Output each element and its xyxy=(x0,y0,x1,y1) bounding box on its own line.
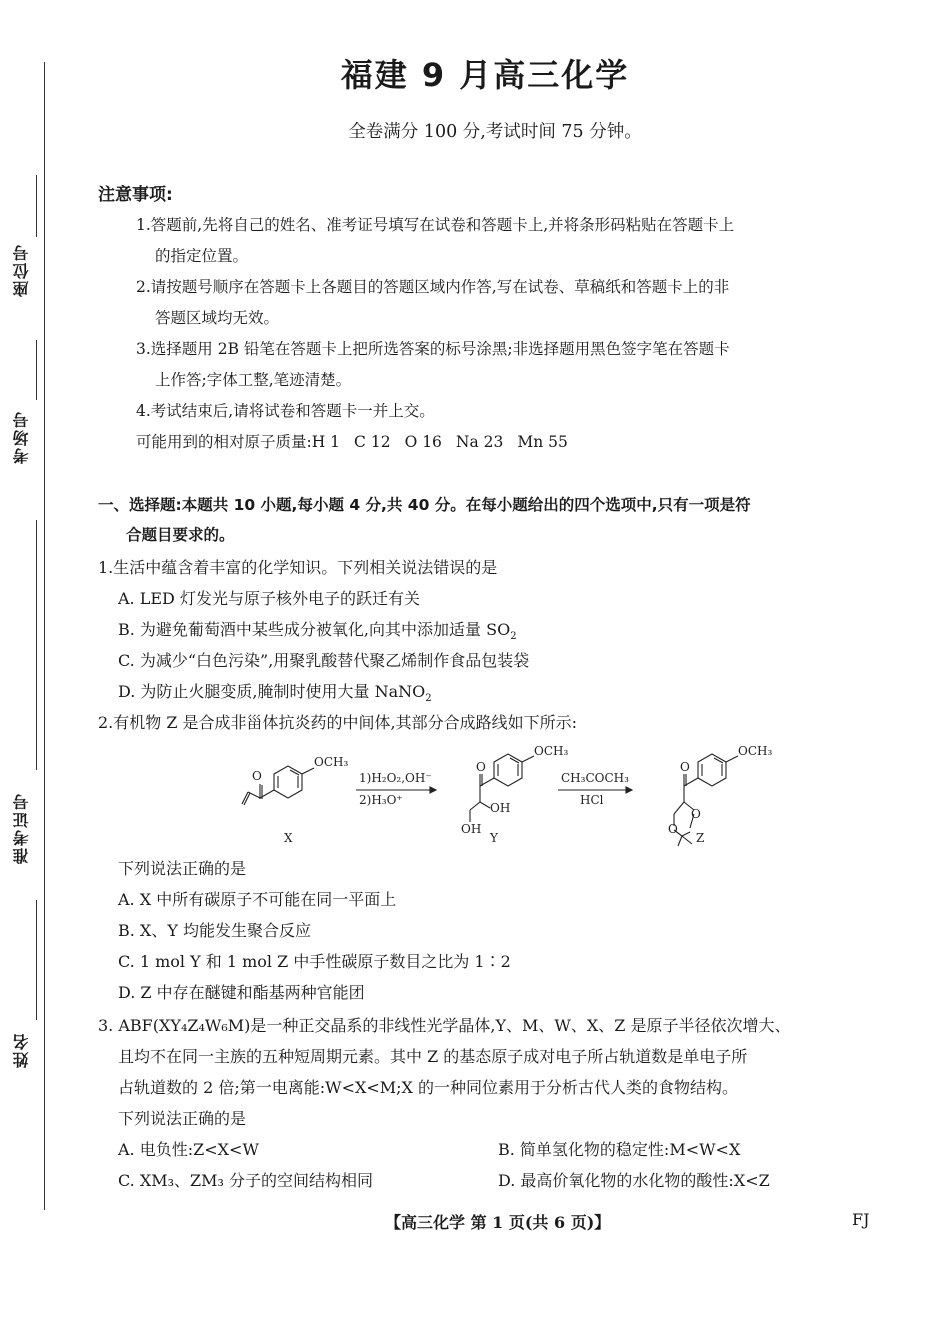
question-2-option-c[interactable]: C. 1 mol Y 和 1 mol Z 中手性碳原子数目之比为 1∶2 xyxy=(118,952,511,971)
seat-number-rule xyxy=(36,175,37,237)
condition-2b: HCl xyxy=(580,793,604,807)
question-1-option-b-text: B. 为避免葡萄酒中某些成分被氧化,向其中添加适量 SO xyxy=(118,620,511,639)
y-oh-text-2: OH xyxy=(461,822,482,836)
exam-room-rule xyxy=(36,340,37,400)
notice-item-2-line2: 答题区域均无效。 xyxy=(155,309,280,327)
binding-line xyxy=(44,62,45,1210)
question-3-option-d[interactable]: D. 最高价氧化物的水化物的酸性:X<Z xyxy=(498,1171,770,1190)
question-3-option-b[interactable]: B. 简单氢化物的稳定性:M<W<X xyxy=(498,1140,741,1159)
y-oxygen-text: O xyxy=(476,760,486,774)
name-field[interactable] xyxy=(8,900,38,1110)
question-2-option-d[interactable]: D. Z 中存在醚键和酯基两种官能团 xyxy=(118,983,365,1002)
y-oh-text-1: OH xyxy=(490,801,511,815)
section-heading-line1: 一、选择题:本题共 10 小题,每小题 4 分,共 40 分。在每小题给出的四个选项中,只有一项是符 xyxy=(98,496,751,514)
atomic-o: O 16 xyxy=(404,433,442,451)
atomic-na: Na 23 xyxy=(455,433,504,451)
question-2-prompt: 下列说法正确的是 xyxy=(118,859,247,878)
section-heading xyxy=(98,490,876,550)
notice-list xyxy=(136,210,874,427)
question-2-options xyxy=(98,853,878,1008)
question-3-line1: 3. ABF(XY₄Z₄W₆M)是一种正交晶系的非线性光学晶体,Y、M、W、X、Z 是原子半径依次增大、 xyxy=(98,1016,791,1035)
exam-room-field[interactable] xyxy=(8,340,38,500)
question-1-option-b-sub: 2 xyxy=(510,631,517,643)
atomic-h: H 1 xyxy=(311,433,341,451)
atomic-mass-label: 可能用到的相对原子质量: xyxy=(136,433,312,451)
notice-item-2-line1: 2.请按题号顺序在答题卡上各题目的答题区域内作答,写在试卷、草稿纸和答题卡上的非 xyxy=(136,278,730,296)
notice-item-2 xyxy=(136,272,874,334)
question-1-option-c[interactable]: C. 为减少“白色污染”,用聚乳酸替代聚乙烯制作食品包装袋 xyxy=(118,651,530,670)
x-och3-bond xyxy=(302,768,314,774)
question-3-line3: 占轨道数的 2 倍;第一电离能:W<X<M;X 的一种同位素用于分析古代人类的食物结构。 xyxy=(118,1078,739,1097)
notice-item-1 xyxy=(136,210,874,272)
question-3-options-row2 xyxy=(98,1165,878,1196)
section-heading-line2: 合题目要求的。 xyxy=(126,526,235,544)
notice-item-4: 4.考试结束后,请将试卷和答题卡一并上交。 xyxy=(136,402,435,420)
footer-code: FJ xyxy=(852,1210,870,1229)
question-3 xyxy=(98,1010,878,1196)
question-2-option-b[interactable]: B. X、Y 均能发生聚合反应 xyxy=(118,921,311,940)
label-x: X xyxy=(284,831,293,845)
question-1-option-d-sub: 2 xyxy=(425,693,432,705)
exam-title: 福建 9 月高三化学 xyxy=(340,56,630,94)
question-3-option-c[interactable]: C. XM₃、ZM₃ 分子的空间结构相同 xyxy=(118,1171,374,1190)
synthesis-scheme xyxy=(228,740,788,850)
seat-number-label: 座位号 xyxy=(12,243,31,297)
name-label: 姓名 xyxy=(12,1032,31,1068)
name-rule xyxy=(36,900,37,1020)
atomic-c: C 12 xyxy=(354,433,391,451)
ticket-number-rule xyxy=(36,520,37,770)
ticket-number-label: 准考证号 xyxy=(12,792,31,864)
question-3-options-row1 xyxy=(98,1134,878,1165)
z-ring-oxygen-2: O xyxy=(668,822,678,836)
seat-number-field[interactable] xyxy=(8,175,38,325)
notice-item-1-line2: 的指定位置。 xyxy=(155,247,249,265)
condition-1b: 2)H₃O⁺ xyxy=(359,793,403,807)
x-och3-text: OCH₃ xyxy=(314,755,349,769)
question-1-option-d-text: D. 为防止火腿变质,腌制时使用大量 NaNO xyxy=(118,682,426,701)
question-1-option-b[interactable] xyxy=(98,614,878,645)
question-1-stem: 1.生活中蕴含着丰富的化学知识。下列相关说法错误的是 xyxy=(98,558,498,577)
question-2-option-a[interactable]: A. X 中所有碳原子不可能在同一平面上 xyxy=(118,890,397,909)
synthesis-scheme-svg xyxy=(228,740,788,850)
notice-item-1-line1: 1.答题前,先将自己的姓名、准考证号填写在试卷和答题卡上,并将条形码粘贴在答题卡上 xyxy=(136,216,735,234)
question-2 xyxy=(98,707,878,738)
question-3-prompt: 下列说法正确的是 xyxy=(118,1109,247,1128)
z-ring-oxygen-1: O xyxy=(691,807,701,821)
x-oxygen-text: O xyxy=(252,769,262,783)
notice-item-3-line2: 上作答;字体工整,笔迹清楚。 xyxy=(155,371,352,389)
z-och3-text: OCH₃ xyxy=(738,744,773,758)
question-3-option-a[interactable]: A. 电负性:Z<X<W xyxy=(118,1140,259,1159)
footer-page-info: 【高三化学 第 1 页(共 6 页)】 xyxy=(385,1213,611,1232)
notice-item-3 xyxy=(136,334,874,396)
label-y: Y xyxy=(490,831,498,845)
exam-subtitle: 全卷满分 100 分,考试时间 75 分钟。 xyxy=(348,122,642,142)
atomic-mass-line xyxy=(136,430,582,452)
question-1-option-a[interactable]: A. LED 灯发光与原子核外电子的跃迁有关 xyxy=(118,589,420,608)
question-1 xyxy=(98,552,878,707)
z-oxygen-text: O xyxy=(680,760,690,774)
condition-2a: CH₃COCH₃ xyxy=(561,771,629,785)
notice-item-3-line1: 3.选择题用 2B 铅笔在答题卡上把所选答案的标号涂黑;非选择题用黑色签字笔在答题卡 xyxy=(136,340,730,358)
question-3-line2: 且均不在同一主族的五种短周期元素。其中 Z 的基态原子成对电子所占轨道数是单电子所 xyxy=(118,1047,748,1066)
ticket-number-field[interactable] xyxy=(8,520,38,880)
notice-title: 注意事项: xyxy=(98,185,173,205)
question-1-option-d[interactable] xyxy=(98,676,878,707)
condition-1a: 1)H₂O₂,OH⁻ xyxy=(359,771,432,785)
label-z: Z xyxy=(696,831,705,845)
exam-room-label: 考场号 xyxy=(12,410,31,464)
question-2-stem: 2.有机物 Z 是合成非甾体抗炎药的中间体,其部分合成路线如下所示: xyxy=(98,713,578,732)
atomic-mn: Mn 55 xyxy=(517,433,568,451)
y-och3-text: OCH₃ xyxy=(534,744,569,758)
